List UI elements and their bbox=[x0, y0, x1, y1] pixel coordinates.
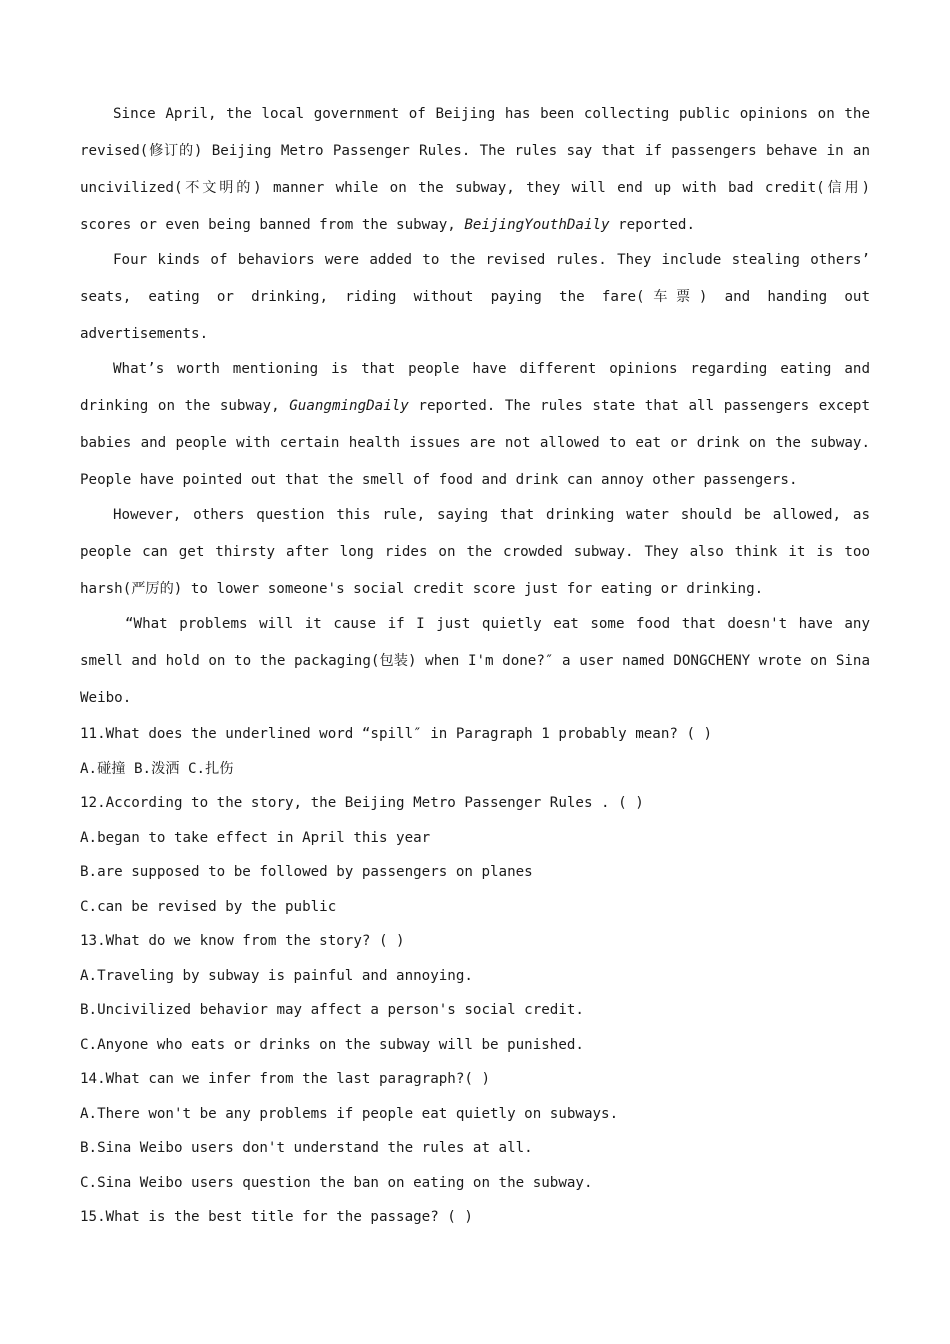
paragraph-3-text: What’s worth mentioning is that people have different opinions regarding eating and drinking on the subway, bbox=[80, 361, 870, 414]
source-guangming-daily: GuangmingDaily bbox=[289, 398, 409, 414]
document-page bbox=[80, 96, 870, 1235]
question-12: 12.According to the story, the Beijing Metro Passenger Rules . ( ) bbox=[80, 795, 644, 811]
question-13-option-b: B.Uncivilized behavior may affect a person's social credit. bbox=[80, 1002, 584, 1018]
paragraph-2: Four kinds of behaviors were added to the revised rules. They include stealing others’ seats, eating or drinking, riding without paying the fare(车票) and handing out advertisements. bbox=[80, 252, 870, 342]
question-14-option-b: B.Sina Weibo users don't understand the rules at all. bbox=[80, 1140, 533, 1156]
question-14-option-c: C.Sina Weibo users question the ban on eating on the subway. bbox=[80, 1174, 593, 1191]
paragraph-4: However, others question this rule, saying that drinking water should be allowed, as people can get thirsty after long rides on the crowded subway. They also think it is too harsh(严厉的) to lower someone's social credit score just for eating or drinking. bbox=[80, 507, 870, 597]
paragraph-1-text: Since April, the local government of Beijing has been collecting public opinions on the revised(修订的) Beijing Metro Passenger Rules. The rules say that if passengers behave in an uncivilized(不文明的) manner while on the subway, they will end up with bad credit(信用) scores or even being banned from the subway, bbox=[80, 106, 870, 233]
question-12-option-c: C.can be revised by the public bbox=[80, 898, 337, 915]
passage bbox=[80, 96, 870, 717]
question-list bbox=[80, 717, 870, 1235]
question-12-option-b: B.are supposed to be followed by passengers on planes bbox=[80, 864, 533, 880]
paragraph-1-tail: reported. bbox=[609, 217, 696, 233]
paragraph-3 bbox=[80, 351, 870, 499]
question-13-option-c: C.Anyone who eats or drinks on the subway will be punished. bbox=[80, 1036, 584, 1053]
question-12-option-a: A.began to take effect in April this year bbox=[80, 829, 431, 846]
paragraph-1 bbox=[80, 96, 870, 244]
question-13: 13.What do we know from the story? ( ) bbox=[80, 933, 405, 949]
question-14-option-a: A.There won't be any problems if people eat quietly on subways. bbox=[80, 1105, 619, 1122]
paragraph-3-tail: reported. The rules state that all passengers except babies and people with certain health issues are not allowed to eat or drink on the subway. People have pointed out that the smell of food and drink can annoy other passengers. bbox=[80, 398, 870, 488]
question-14: 14.What can we infer from the last paragraph?( ) bbox=[80, 1071, 490, 1087]
paragraph-5: “What problems will it cause if I just quietly eat some food that doesn't have any smell and hold on to the packaging(包装) when I'm done?″ a user named DONGCHENY wrote on Sina Weibo. bbox=[80, 616, 870, 706]
source-beijing-youth-daily: BeijingYouthDaily bbox=[464, 217, 610, 233]
question-15: 15.What is the best title for the passage? ( ) bbox=[80, 1209, 473, 1225]
question-11: 11.What does the underlined word “spill″ in Paragraph 1 probably mean? ( ) bbox=[80, 726, 713, 742]
question-11-options: A.碰撞 B.泼洒 C.扎伤 bbox=[80, 760, 234, 777]
question-13-option-a: A.Traveling by subway is painful and annoying. bbox=[80, 967, 473, 984]
